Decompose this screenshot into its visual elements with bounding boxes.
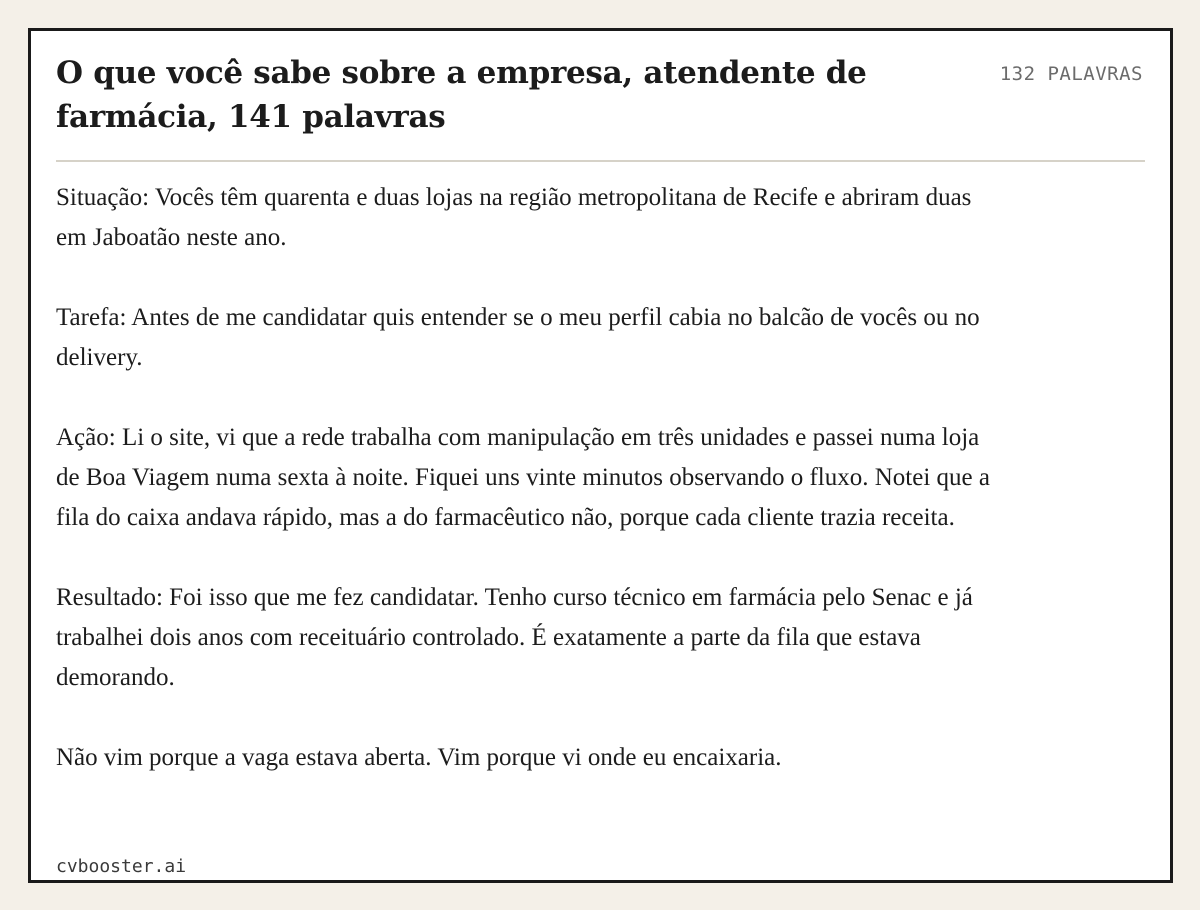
- answer-card: [28, 28, 1173, 883]
- answer-body: [56, 178, 1006, 778]
- paragraph-result: Resultado: Foi isso que me fez candidatar. Tenho curso técnico em farmácia pelo Senac e já trabalhei dois anos com receituário controlado. É exatamente a parte da fila que estava demorando.: [56, 584, 973, 691]
- card-header: [56, 51, 1145, 161]
- paragraph-closing: Não vim porque a vaga estava aberta. Vim porque vi onde eu encaixaria.: [56, 744, 782, 771]
- footer-brand: cvbooster.ai: [56, 856, 187, 877]
- answer-title: O que você sabe sobre a empresa, atendente de farmácia, 141 palavras: [56, 55, 867, 135]
- divider: [56, 160, 1145, 162]
- paragraph-action: Ação: Li o site, vi que a rede trabalha com manipulação em três unidades e passei numa loja de Boa Viagem numa sexta à noite. Fiquei uns vinte minutos observando o fluxo. Notei que a fila do caixa andava rápido, mas a do farmacêutico não, porque cada cliente trazia receita.: [56, 424, 990, 531]
- paragraph-situation: Situação: Vocês têm quarenta e duas lojas na região metropolitana de Recife e abriram duas em Jaboatão neste ano.: [56, 184, 972, 251]
- paragraph-task: Tarefa: Antes de me candidatar quis entender se o meu perfil cabia no balcão de vocês ou no delivery.: [56, 304, 980, 371]
- word-count-badge: 132 PALAVRAS: [999, 63, 1143, 85]
